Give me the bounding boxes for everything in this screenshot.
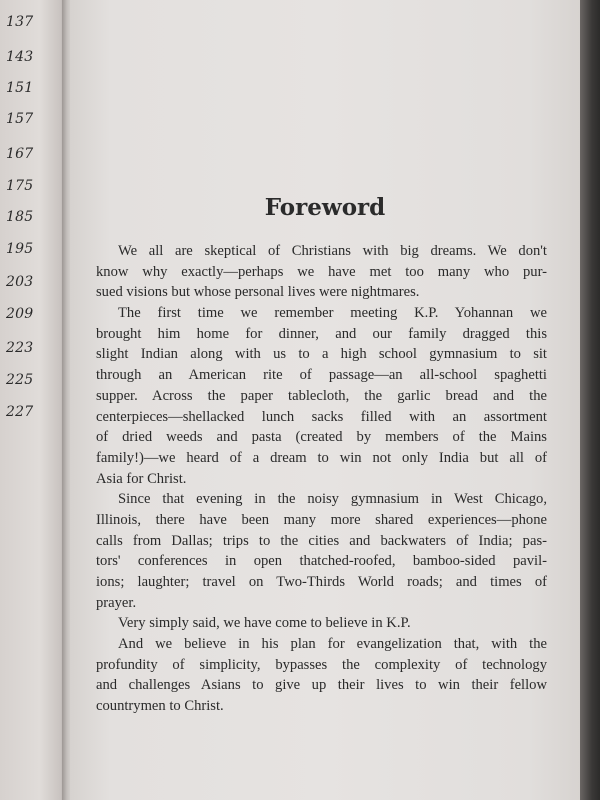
- text-line: ions; laughter; travel on Two-Thirds World roads; and times of: [96, 574, 547, 590]
- toc-page-number: 227: [6, 404, 34, 420]
- toc-page-number: 195: [6, 241, 34, 257]
- text-line: brought him home for dinner, and our family dragged this: [96, 325, 547, 342]
- text-line: profundity of simplicity, bypasses the complexity of technology: [96, 656, 547, 673]
- toc-page-number: 223: [6, 340, 34, 356]
- text-line: prayer.: [96, 594, 137, 611]
- toc-page-number: 203: [6, 274, 34, 290]
- text-line: know why exactly—perhaps we have met too many who pur-: [96, 263, 547, 280]
- text-line: tors' conferences in open thatched-roofed, bamboo-sided pavil-: [96, 553, 547, 570]
- text-line: centerpieces—shellacked lunch sacks filled with an assortment: [96, 408, 547, 425]
- text-line: Very simply said, we have come to believe in K.P.: [118, 615, 411, 632]
- left-page-edge: [0, 0, 66, 800]
- toc-page-number: 209: [6, 306, 34, 322]
- text-line: slight Indian along with us to a high school gymnasium to sit: [96, 346, 547, 363]
- text-line: calls from Dallas; trips to the cities and backwaters of India; pas-: [96, 532, 547, 549]
- text-line: The first time we remember meeting K.P. Yohannan we: [118, 305, 547, 322]
- text-line: Asia for Christ.: [96, 470, 187, 487]
- text-line: supper. Across the paper tablecloth, the garlic bread and the: [96, 387, 547, 404]
- text-line: and challenges Asians to give up their lives to win their fellow: [96, 677, 547, 694]
- toc-page-number: 225: [6, 372, 34, 388]
- text-line: Illinois, there have been many more shared experiences—phone: [96, 511, 547, 528]
- text-line: of dried weeds and pasta (created by members of the Mains: [96, 429, 547, 446]
- toc-page-number: 137: [6, 14, 34, 30]
- toc-page-number: 175: [6, 178, 34, 194]
- text-line: sued visions but whose personal lives were nightmares.: [96, 284, 420, 301]
- toc-page-number: 167: [6, 146, 34, 162]
- text-line: And we believe in his plan for evangelization that, with the: [118, 636, 547, 653]
- toc-page-number: 185: [6, 209, 34, 225]
- text-line: through an American rite of passage—an all-school spaghetti: [96, 367, 547, 384]
- page-title: Foreword: [264, 194, 386, 221]
- page-edge-shadow: [580, 0, 600, 800]
- foreword-body: [96, 241, 547, 717]
- text-line: countrymen to Christ.: [96, 698, 224, 715]
- text-line: We all are skeptical of Christians with big dreams. We don't: [118, 243, 547, 259]
- toc-page-number: 143: [6, 49, 34, 65]
- toc-page-number: 157: [6, 111, 34, 127]
- text-line: family!)—we heard of a dream to win not only India but all of: [96, 449, 547, 466]
- text-line: Since that evening in the noisy gymnasium in West Chicago,: [118, 491, 547, 508]
- toc-page-number: 151: [6, 80, 34, 96]
